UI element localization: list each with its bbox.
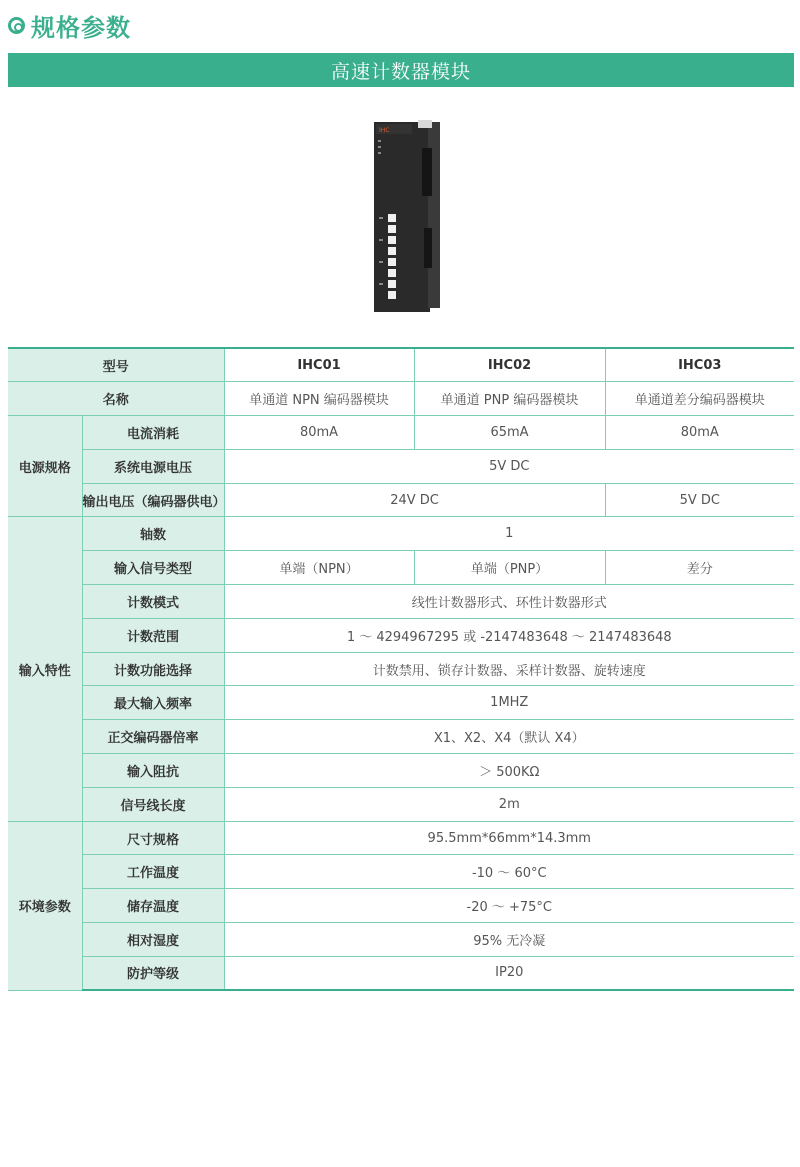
table-row [8,585,794,619]
table-cell: 65mA [414,416,605,450]
table-cell: -10 ～ 60°C [224,855,794,889]
model-ihc03: IHC03 [605,348,794,382]
group-label-power: 电源规格 [8,416,82,517]
row-label: 计数模式 [82,585,224,619]
table-cell: 1MHZ [224,686,794,720]
row-label: 信号线长度 [82,787,224,821]
table-row [8,551,794,585]
table-cell: 单通道 PNP 编码器模块 [414,382,605,416]
table-cell: 80mA [605,416,794,450]
row-label: 储存温度 [82,889,224,923]
table-cell: 1 ～ 4294967295 或 -2147483648 ～ 2147483648 [224,618,794,652]
target-circle-icon [8,17,25,34]
model-ihc02: IHC02 [414,348,605,382]
row-label: 最大输入频率 [82,686,224,720]
table-cell: ＞ 500KΩ [224,754,794,788]
table-cell: 80mA [224,416,414,450]
name-label: 名称 [8,382,224,416]
spec-table [8,347,794,991]
table-row [8,889,794,923]
row-label: 计数范围 [82,618,224,652]
plc-module-image [372,118,444,314]
brand-logo-text: IHC [379,127,390,134]
model-label: 型号 [8,348,224,382]
row-label: 尺寸规格 [82,821,224,855]
table-row [8,483,794,517]
table-row [8,449,794,483]
table-row [8,686,794,720]
table-cell: 2m [224,787,794,821]
table-row [8,416,794,450]
row-label: 计数功能选择 [82,652,224,686]
table-cell: 1 [224,517,794,551]
group-label-input: 输入特性 [8,517,82,821]
table-cell: IP20 [224,956,794,990]
section-title: 规格参数 [31,13,131,42]
table-cell: 线性计数器形式、环性计数器形式 [224,585,794,619]
section-heading [8,8,131,42]
table-cell: 24V DC [224,483,605,517]
table-row [8,855,794,889]
row-label: 输入阻抗 [82,754,224,788]
row-label: 输出电压（编码器供电） [82,483,224,517]
row-label: 正交编码器倍率 [82,720,224,754]
banner-title: 高速计数器模块 [8,53,794,87]
row-label: 电流消耗 [82,416,224,450]
row-label: 工作温度 [82,855,224,889]
table-row [8,754,794,788]
table-cell: 单通道 NPN 编码器模块 [224,382,414,416]
table-row [8,652,794,686]
table-cell: 5V DC [605,483,794,517]
table-row [8,382,794,416]
table-cell: 单端（NPN） [224,551,414,585]
table-row [8,720,794,754]
row-label: 相对湿度 [82,923,224,957]
table-cell: -20 ～ +75°C [224,889,794,923]
table-cell: X1、X2、X4（默认 X4） [224,720,794,754]
table-row [8,956,794,990]
table-cell: 5V DC [224,449,794,483]
row-label: 系统电源电压 [82,449,224,483]
table-row [8,787,794,821]
table-row [8,923,794,957]
table-row [8,618,794,652]
row-label: 轴数 [82,517,224,551]
group-label-env: 环境参数 [8,821,82,990]
table-row [8,517,794,551]
table-cell: 95% 无冷凝 [224,923,794,957]
table-cell: 95.5mm*66mm*14.3mm [224,821,794,855]
row-label: 输入信号类型 [82,551,224,585]
table-row [8,821,794,855]
row-label: 防护等级 [82,956,224,990]
table-cell: 差分 [605,551,794,585]
table-row [8,348,794,382]
model-ihc01: IHC01 [224,348,414,382]
table-cell: 计数禁用、锁存计数器、采样计数器、旋转速度 [224,652,794,686]
table-cell: 单端（PNP） [414,551,605,585]
table-cell: 单通道差分编码器模块 [605,382,794,416]
